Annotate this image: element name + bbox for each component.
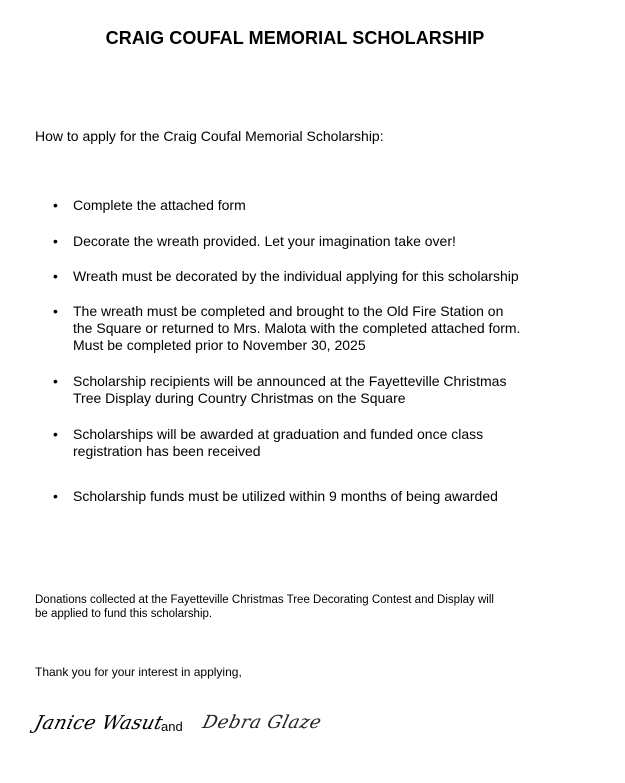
signature-janice: Janice Wasut — [32, 712, 166, 734]
signature-debra: Debra Glaze — [200, 712, 324, 733]
list-item-line: Scholarships will be awarded at graduation and funded once class — [73, 426, 484, 442]
list-item — [35, 373, 575, 407]
list-item-line: Scholarship funds must be utilized within 9 months of being awarded — [73, 488, 498, 504]
donations-note — [35, 593, 565, 621]
instructions-list — [35, 197, 575, 505]
donations-line: Donations collected at the Fayetteville Christmas Tree Decorating Contest and Display will — [35, 594, 494, 606]
list-item — [35, 197, 575, 214]
list-item-line: Complete the attached form — [73, 197, 246, 213]
list-item-line: the Square or returned to Mrs. Malota with the completed attached form. — [73, 320, 521, 336]
list-item-line: Wreath must be decorated by the individual applying for this scholarship — [73, 268, 519, 284]
list-item — [35, 303, 575, 354]
list-item — [35, 233, 575, 250]
list-item — [35, 488, 575, 505]
list-item-line: registration has been received — [73, 443, 261, 459]
list-item-line: Tree Display during Country Christmas on the Square — [73, 390, 406, 406]
list-item-line: Must be completed prior to November 30, 2025 — [73, 337, 366, 353]
intro-text: How to apply for the Craig Coufal Memorial Scholarship: — [35, 128, 384, 144]
donations-line: be applied to fund this scholarship. — [35, 608, 213, 620]
list-item-line: Scholarship recipients will be announced at the Fayetteville Christmas — [73, 373, 507, 389]
list-item-line: Decorate the wreath provided. Let your imagination take over! — [73, 233, 456, 249]
thanks-text: Thank you for your interest in applying, — [35, 665, 242, 679]
list-item-line: The wreath must be completed and brought to the Old Fire Station on — [73, 303, 504, 319]
signature-row — [32, 708, 435, 748]
page-title: CRAIG COUFAL MEMORIAL SCHOLARSHIP — [105, 28, 485, 48]
list-item — [35, 426, 575, 460]
signature-conjunction: and — [161, 719, 183, 734]
list-item — [35, 268, 575, 285]
